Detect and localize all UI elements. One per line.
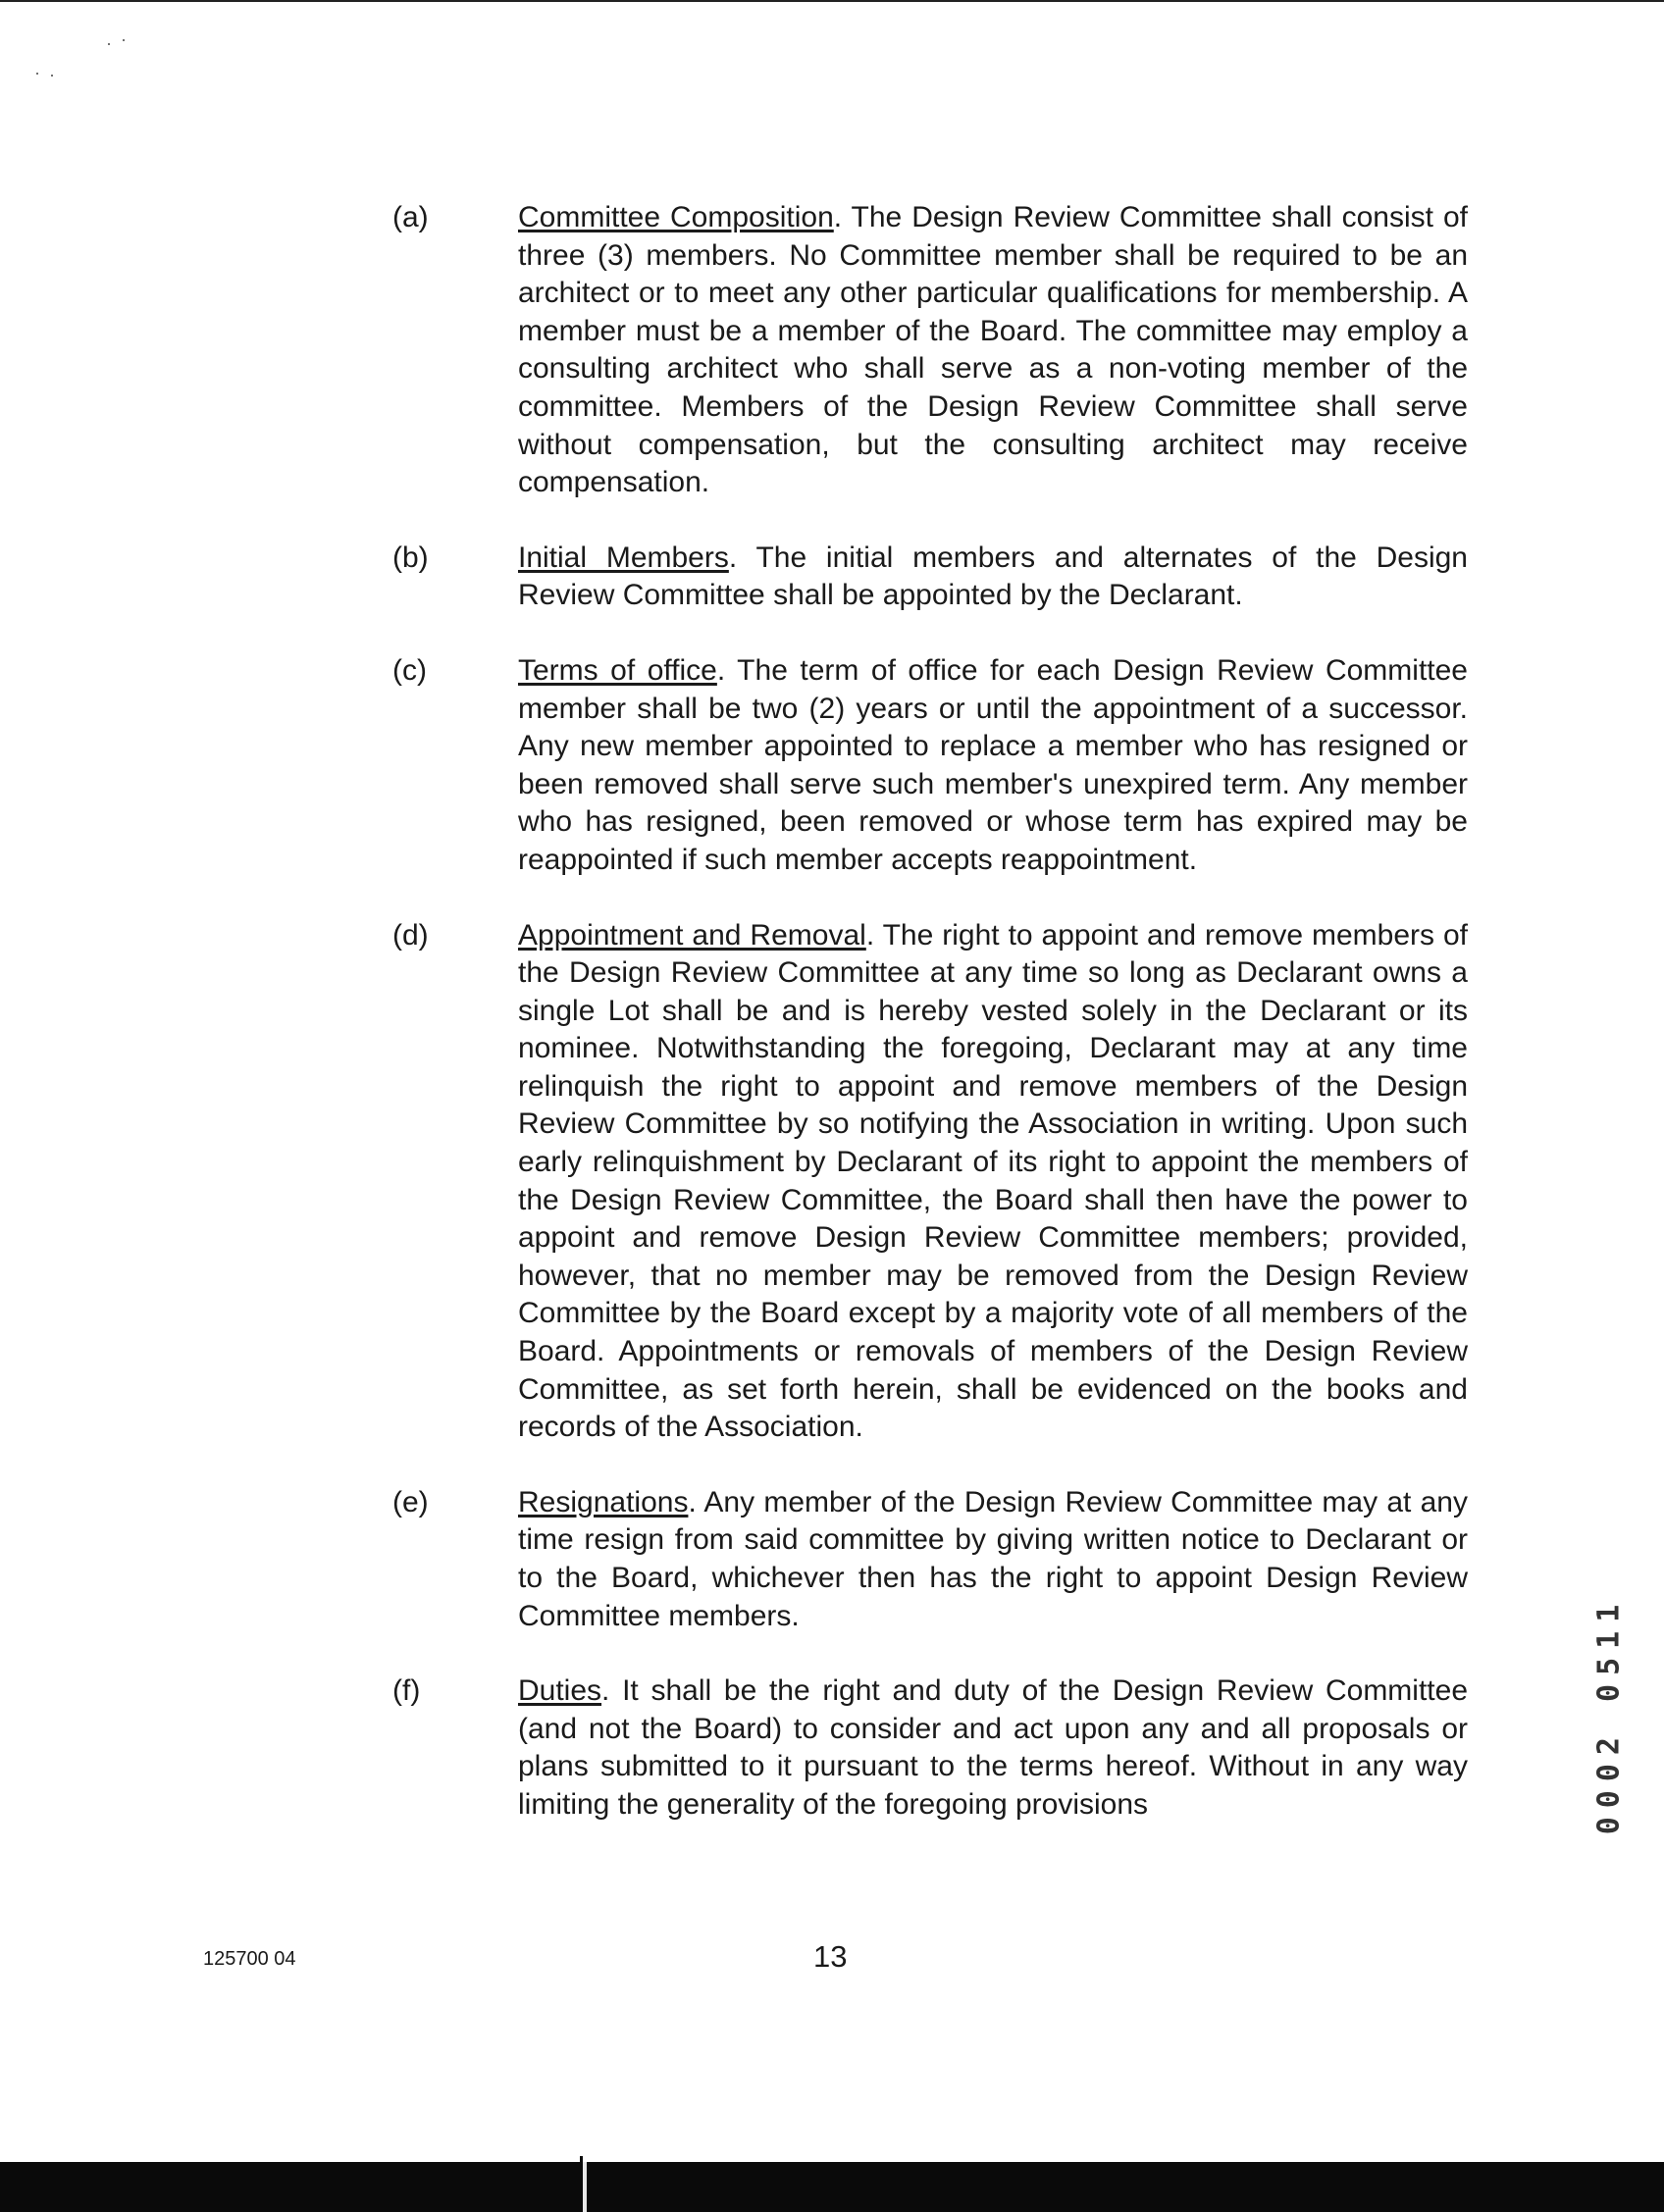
clause-body bbox=[518, 1672, 1468, 1824]
scan-band-gap bbox=[583, 2162, 587, 2212]
clause-body bbox=[518, 540, 1468, 615]
clause-a bbox=[392, 199, 1472, 502]
scan-bottom-band bbox=[0, 2162, 1664, 2212]
document-number: 125700 04 bbox=[203, 1948, 296, 1970]
recording-stamp bbox=[1589, 1548, 1629, 1881]
clause-body bbox=[518, 1484, 1468, 1635]
clause-text: . The term of office for each Design Review Committee member shall be two (2) years or until the appointment of a successor. Any new member appointed to replace a member who has resigned or been removed shall serve such member's unexpired term. Any member who has resigned, been removed or whose term has expired may be reappointed if such member accepts reappointment. bbox=[518, 653, 1468, 876]
clause-label: (c) bbox=[392, 653, 427, 687]
scan-speck bbox=[123, 39, 125, 41]
page-number: 13 bbox=[813, 1939, 848, 1974]
clause-heading: Committee Composition bbox=[518, 201, 834, 233]
clause-heading: Duties bbox=[518, 1674, 602, 1708]
clause-text: . Any member of the Design Review Committee may at any time resign from said committee by giving written notice to Declarant or to the Board, whichever then has the right to appoint Design Review Committee members. bbox=[518, 1485, 1468, 1632]
clause-body bbox=[518, 199, 1468, 502]
clause-label: (e) bbox=[392, 1485, 429, 1518]
clause-text: . The initial members and alternates of the Design Review Committee shall be appointed by the Declarant. bbox=[518, 540, 1468, 612]
clause-b bbox=[392, 540, 1472, 615]
clause-text: . It shall be the right and duty of the Design Review Committee (and not the Board) to consider and act upon any and all proposals or plans submitted to it pursuant to the terms hereof. Without in any way limiting the generality of the foregoing provisions bbox=[518, 1674, 1468, 1821]
recording-stamp-text: 0002 0511 bbox=[1591, 1595, 1627, 1834]
scan-speck bbox=[108, 43, 110, 45]
clause-label: (d) bbox=[392, 918, 429, 952]
clause-text: . The Design Review Committee shall consist of three (3) members. No Committee member shall be required to be an architect or to meet any other particular qualifications for membership. A member must be a member of the Board. The committee may employ a consulting architect who shall serve as a non-voting member of the committee. Members of the Design Review Committee shall serve without compensation, but the consulting architect may receive compensation. bbox=[518, 201, 1468, 499]
clause-body bbox=[518, 652, 1468, 880]
clause-d bbox=[392, 917, 1472, 1447]
clause-heading: Initial Members bbox=[518, 540, 729, 574]
clause-label: (a) bbox=[392, 201, 429, 233]
clause-f bbox=[392, 1672, 1472, 1824]
scan-speck bbox=[36, 73, 38, 75]
clause-text: . The right to appoint and remove members of the Design Review Committee at any time so long as Declarant owns a single Lot shall be and is hereby vested solely in the Declarant or its nominee. Notwithstanding the foregoing, Declarant may at any time relinquish the right to appoint and remove members of the Design Review Committee by so notifying the Association in writing. Upon such early relinquishment by Declarant of its right to appoint the members of the Design Review Committee, the Board shall then have the power to appoint and remove Design Review Committee members; provided, however, that no member may be removed from the Design Review Committee by the Board except by a majority vote of all members of the Board. Appointments or removals of members of the Design Review Committee, as set forth herein, shall be evidenced on the books and records of the Association. bbox=[518, 918, 1468, 1444]
clause-label: (b) bbox=[392, 540, 429, 574]
clause-e bbox=[392, 1484, 1472, 1635]
clause-label: (f) bbox=[392, 1674, 421, 1708]
top-border bbox=[0, 0, 1664, 2]
clause-heading: Resignations bbox=[518, 1485, 689, 1518]
document-body bbox=[392, 199, 1472, 1862]
clause-body bbox=[518, 917, 1468, 1447]
clause-heading: Terms of office bbox=[518, 653, 717, 687]
clause-c bbox=[392, 652, 1472, 880]
scan-speck bbox=[51, 75, 53, 77]
clause-heading: Appointment and Removal bbox=[518, 918, 866, 952]
